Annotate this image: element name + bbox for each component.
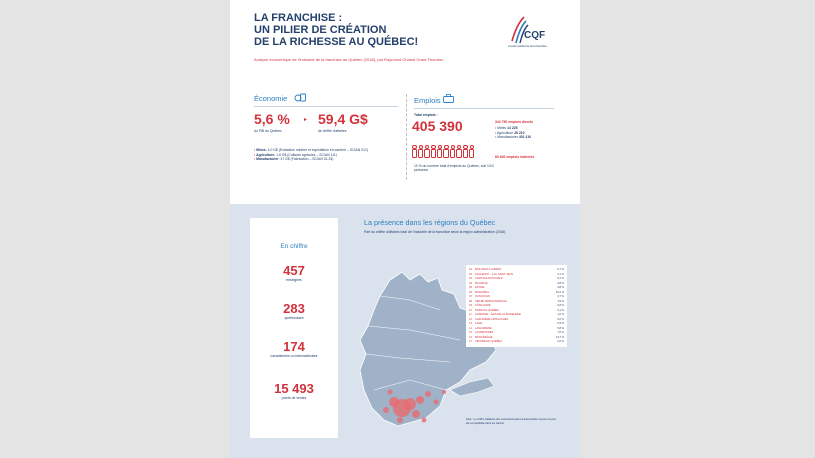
regions-heading: La présence dans les régions du Québec	[364, 218, 496, 227]
legend-percent: 1,5 %	[557, 299, 564, 303]
emplois-heading: Emplois	[414, 96, 441, 105]
bullet-name: Manufacturier	[256, 157, 279, 162]
arrow-icon: ▸	[304, 117, 308, 123]
stat-number: 457	[283, 263, 305, 278]
stat-label: québécoises	[284, 316, 304, 320]
map-markers	[380, 380, 460, 430]
legend-region-name: OUTAOUAIS	[475, 295, 491, 298]
direct-item: • Mines 14 225	[495, 126, 518, 130]
stat-label: points de ventes	[281, 396, 307, 400]
bullet-name: Agriculture	[256, 152, 275, 157]
regions-subheading: Part du chiffre d'affaires total de l'industrie de la franchise selon la région administrative (2016)	[364, 230, 506, 234]
legend-percent: 6,9 %	[557, 322, 564, 325]
legend-region-name: SAGUENAY – LAC-SAINT-JEAN	[475, 272, 513, 276]
pib-percent: 5,6 %	[254, 111, 290, 127]
direct-value: 401 410	[518, 135, 532, 140]
person-icon	[411, 145, 416, 156]
subtitle: Analyse économique de l'industrie de la franchise au Québec (2018), par Raymond Chabot Grant Thornton	[254, 57, 444, 62]
legend-number: 06	[469, 290, 472, 294]
direct-value: 28 210	[514, 130, 525, 135]
legend-region-name: MONTRÉAL	[475, 290, 490, 294]
emplois-note: 10 % du nombre total d'emplois au Québec, soit 1/10 personne	[414, 164, 494, 173]
legend-number: 14	[469, 326, 472, 330]
legend-percent: 7,6 %	[557, 331, 564, 334]
regions-legend	[466, 265, 567, 347]
legend-percent: 0,1 %	[557, 308, 564, 312]
legend-number: 08	[469, 299, 472, 303]
legend-region-name: MONTÉRÉGIE	[475, 335, 493, 339]
legend-percent: 9,7 %	[557, 277, 564, 280]
emplois-divider	[414, 108, 554, 109]
stat-points-de-vente	[250, 382, 338, 400]
legend-percent: 33,4 %	[555, 290, 564, 294]
legend-region-name: GASPÉSIE – ÎLES-DE-LA-MADELEINE	[475, 313, 521, 316]
bullet-name: Mines	[256, 148, 266, 152]
legend-percent: 0,7 %	[557, 268, 564, 271]
economie-bullets	[254, 148, 389, 162]
money-icon	[294, 92, 306, 102]
legend-region-name: CÔTE-NORD	[475, 304, 491, 307]
person-icon	[456, 145, 461, 156]
en-chiffre-heading: En chiffre	[280, 243, 308, 250]
stat-number: 174	[283, 339, 305, 354]
legend-number: 02	[469, 272, 472, 276]
legend-percent: 4,7 %	[557, 295, 564, 298]
person-icon	[430, 145, 435, 156]
direct-item: • Agriculture 28 210	[495, 130, 525, 135]
legend-region-name: BAS-SAINT-LAURENT	[475, 268, 502, 271]
bullet-text: : 47 G$ (Fabrication – SCIAN 31-33)	[278, 157, 334, 162]
title-line-2: UN PILIER DE CRÉATION	[254, 24, 387, 36]
regions-note: Note : Le chiffre d'affaires des concessionnaires d'automobiles neuves n'a pas été comptabilisé dans les calculs.	[466, 418, 556, 425]
direct-value: 14 225	[507, 126, 518, 130]
person-icon	[449, 145, 454, 156]
legend-number: 16	[469, 335, 472, 339]
direct-name: Mines	[497, 126, 507, 130]
legend-region-name: CAPITALE-NATIONALE	[475, 277, 503, 280]
bullet-text: : 1,8 G$ (Cultures agricoles – SCIAN 111)	[274, 152, 337, 157]
legend-row	[469, 340, 564, 345]
legend-percent: 2,0 %	[557, 340, 564, 343]
legend-number: 12	[469, 317, 472, 321]
bullet-item: • Mines: 4,0 G$ (Extraction minière et exploitation en carrière – SCIAN 212)	[254, 148, 368, 152]
legend-percent: 4,1 %	[557, 272, 564, 276]
legend-number: 09	[469, 304, 472, 307]
person-icon	[443, 145, 448, 156]
total-emplois-label: Total emplois :	[414, 113, 438, 117]
page-title	[254, 12, 418, 48]
legend-percent: 3,8 %	[557, 286, 564, 289]
economie-divider	[254, 106, 398, 107]
logo-subtext: Conseil québécois de la franchise	[508, 45, 547, 48]
legend-region-name: LANAUDIÈRE	[475, 326, 492, 330]
emplois-directs-list	[495, 126, 570, 140]
legend-percent: 0,8 %	[557, 304, 564, 307]
legend-percent: 3,8 %	[557, 281, 564, 285]
economie-heading: Économie	[254, 94, 288, 103]
person-icon	[424, 145, 429, 156]
bullet-text: : 4,0 G$ (Extraction minière et exploitation en carrière – SCIAN 212)	[265, 148, 368, 152]
legend-percent: 5,0 %	[557, 317, 564, 321]
title-line-3: DE LA RICHESSE AU QUÉBEC!	[254, 36, 419, 48]
title-line-1: LA FRANCHISE :	[254, 12, 343, 24]
legend-number: 13	[469, 322, 472, 325]
total-emplois-value: 405 390	[412, 118, 463, 134]
legend-number: 05	[469, 286, 472, 289]
person-icon	[469, 145, 474, 156]
person-icon	[437, 145, 442, 156]
legend-region-name: CENTRE-DU-QUÉBEC	[475, 340, 503, 343]
legend-region-name: LAVAL	[475, 322, 483, 325]
legend-number: 07	[469, 295, 472, 298]
bullet-item: • Manufacturier: 47 G$ (Fabrication – SCIAN 31-33)	[254, 157, 334, 162]
legend-region-name: CHAUDIÈRE-APPALACHES	[475, 317, 509, 321]
legend-number: 15	[469, 331, 472, 334]
legend-region-name: MAURICIE	[475, 281, 488, 285]
chiffre-affaires-label: de chiffre d'affaires	[318, 129, 347, 133]
emplois-directs: 344 750 emplois directs	[495, 120, 534, 124]
stat-canadiennes	[264, 340, 324, 358]
people-pictogram	[411, 143, 479, 157]
bullet-item: • Agriculture: 1,8 G$ (Cultures agricoles – SCIAN 111)	[254, 152, 337, 157]
legend-percent: 1,0 %	[557, 313, 564, 316]
stat-number: 283	[283, 301, 305, 316]
legend-region-name: NORD-DU-QUÉBEC	[475, 308, 500, 312]
legend-region-name: ABITIBI-TÉMISCAMINGUE	[475, 299, 507, 303]
legend-number: 17	[469, 340, 472, 343]
legend-region-name: ESTRIE	[475, 286, 485, 289]
legend-number: 01	[469, 268, 472, 271]
direct-name: Manufacturier	[497, 135, 518, 140]
stat-label: enseignes	[286, 278, 302, 282]
legend-number: 10	[469, 308, 472, 312]
briefcase-icon	[443, 94, 454, 103]
legend-number: 04	[469, 281, 472, 285]
pib-label: du PIB du Québec	[254, 129, 282, 133]
logo-text: CQF	[524, 30, 546, 41]
direct-name: Agriculture	[496, 130, 514, 135]
section-separator	[406, 94, 407, 180]
en-chiffre-card	[250, 218, 338, 438]
direct-item: • Manufacturier 401 410	[495, 135, 532, 140]
infographic-sheet	[230, 0, 580, 458]
legend-percent: 5,8 %	[557, 326, 564, 330]
person-icon	[417, 145, 422, 156]
stat-enseignes	[250, 264, 338, 282]
chiffre-affaires-value: 59,4 G$	[318, 111, 368, 127]
legend-percent: 13,7 %	[555, 335, 564, 339]
stat-quebecoises	[250, 302, 338, 320]
person-icon	[462, 145, 467, 156]
legend-number: 11	[469, 313, 472, 316]
legend-region-name: LAURENTIDES	[475, 331, 494, 334]
stat-label: canadiennes ou internationales	[270, 354, 318, 358]
legend-number: 03	[469, 277, 472, 280]
stat-number: 15 493	[274, 381, 314, 396]
emplois-indirects: 60 640 emplois indirects	[495, 155, 535, 159]
